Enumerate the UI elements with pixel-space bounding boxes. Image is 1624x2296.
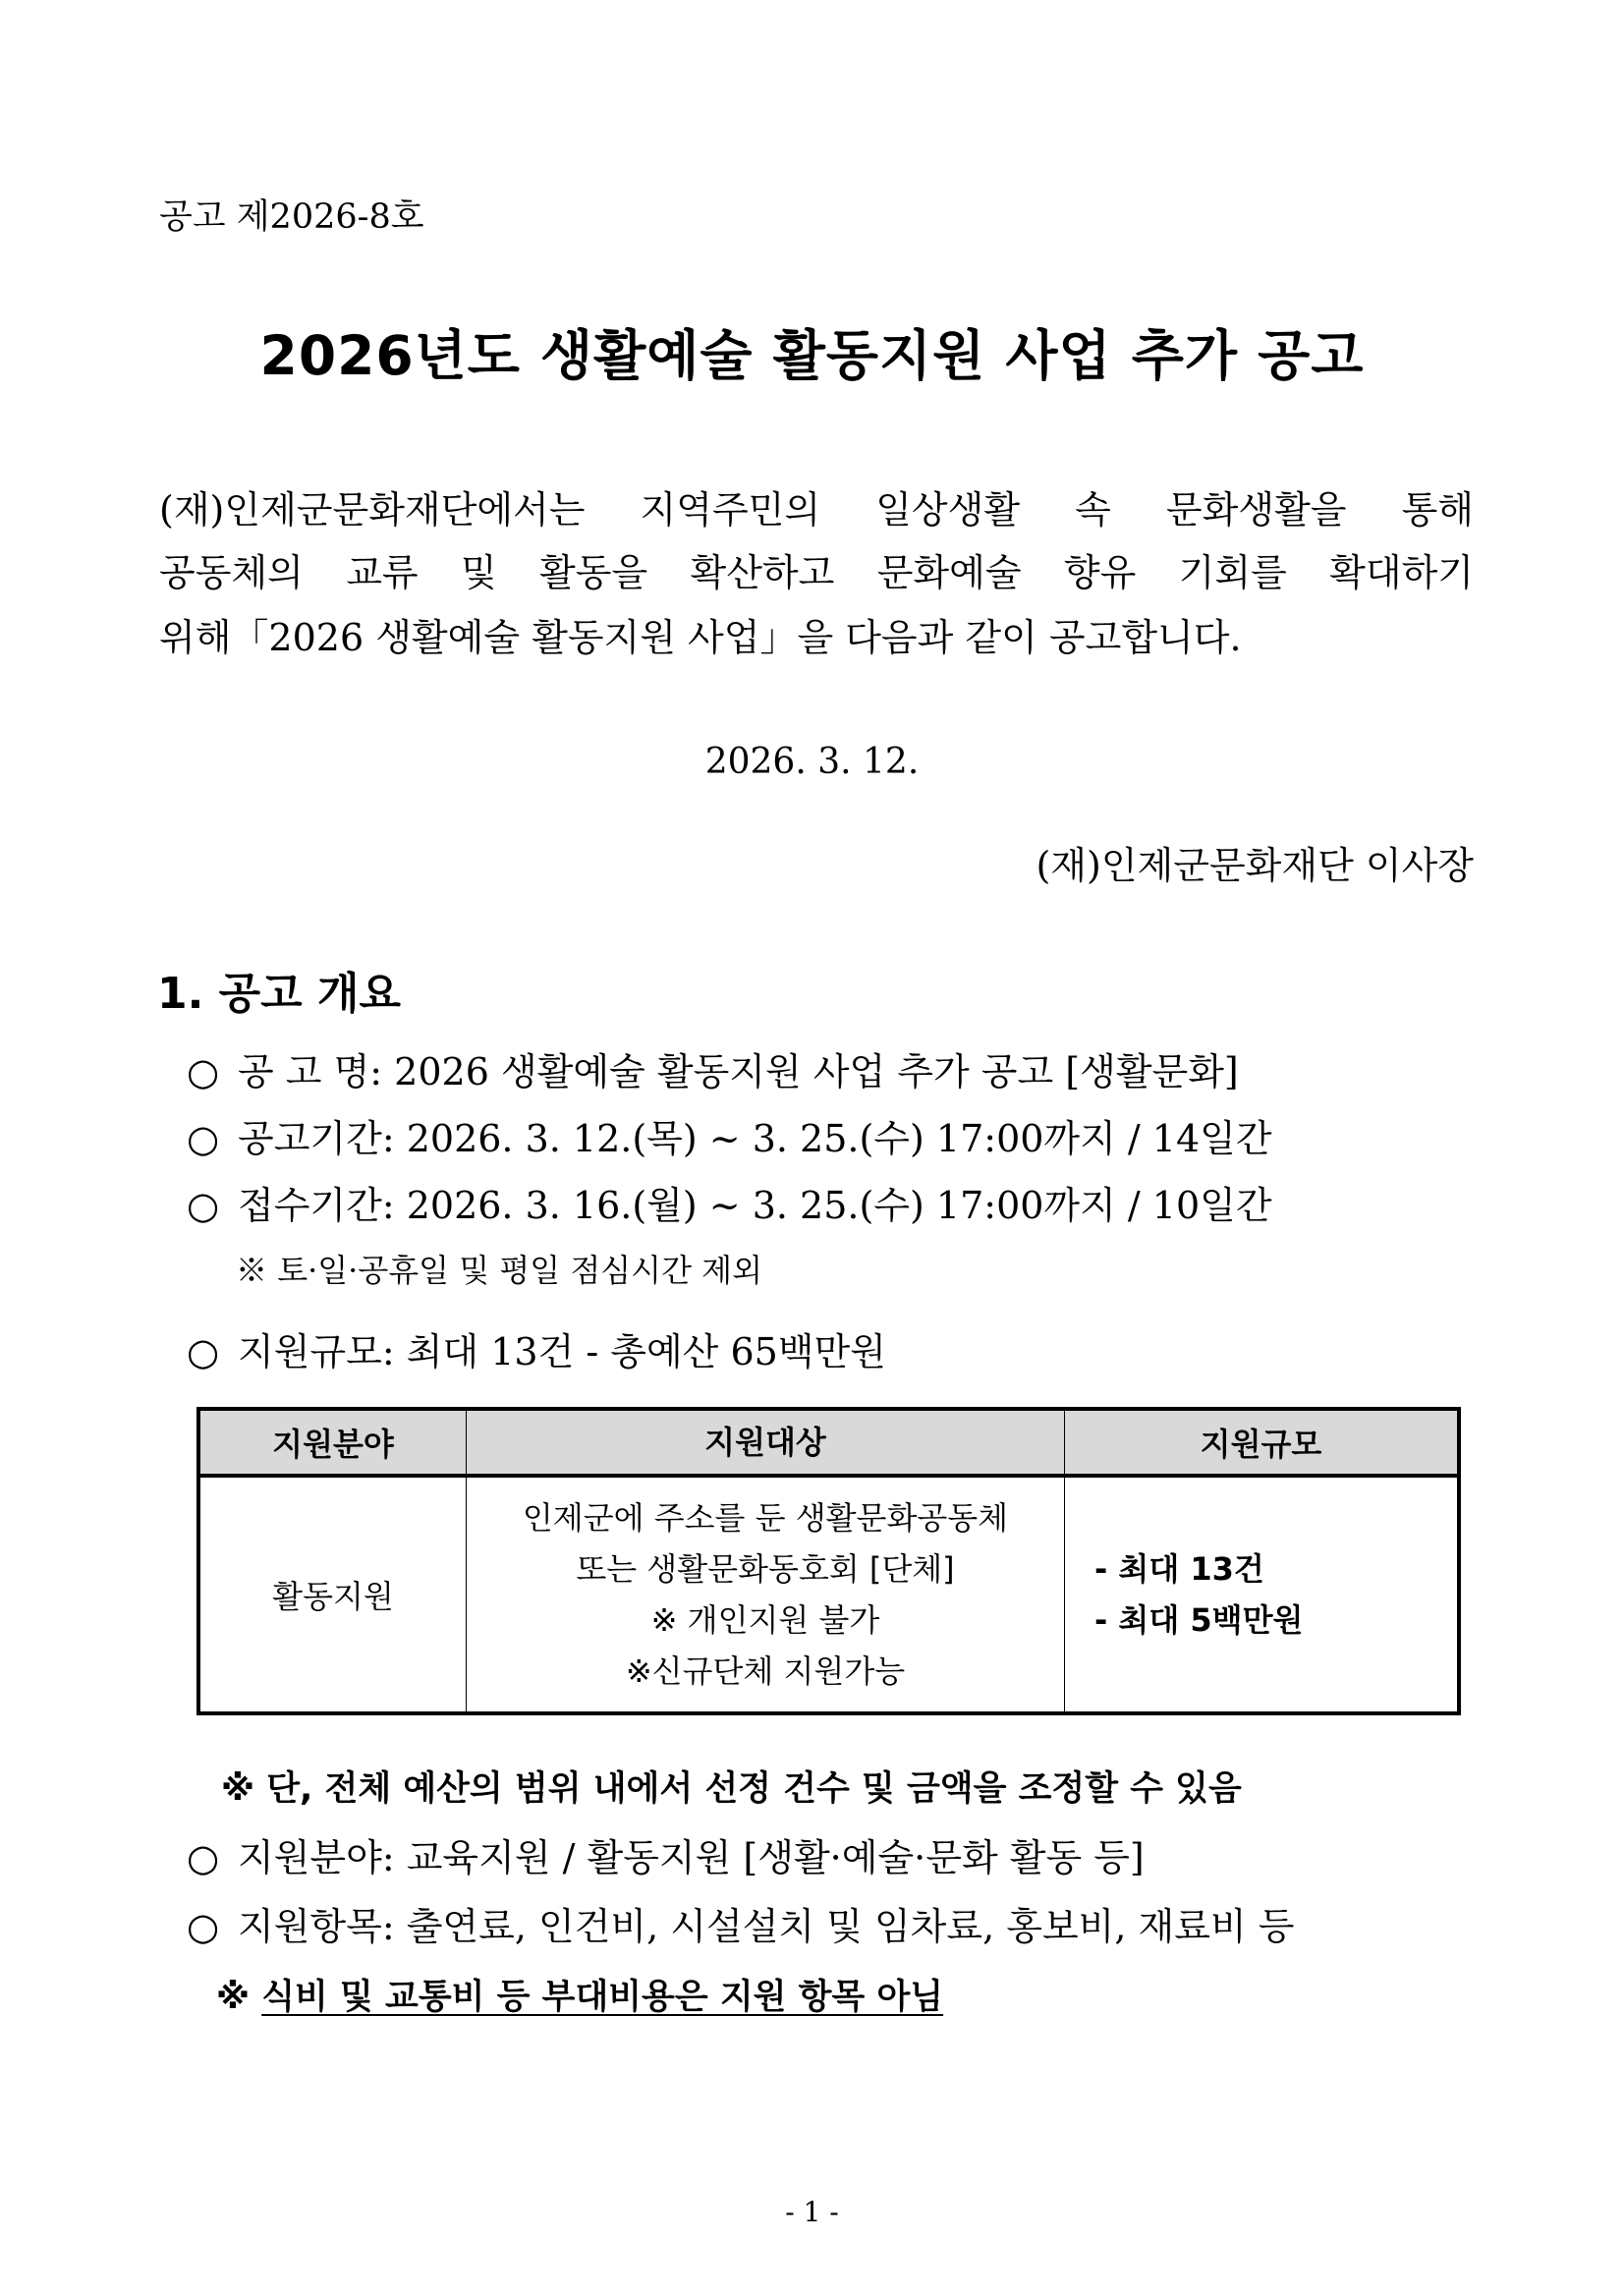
bullet-mark: ○ [187, 1836, 220, 1879]
table-header-scale: 지원규모 [1065, 1409, 1460, 1476]
note-mark: ※ [221, 1769, 255, 1809]
target-line: ※신규단체 지원가능 [625, 1652, 906, 1690]
table-cell-scale [1065, 1476, 1460, 1713]
support-field-text: 지원분야: 교육지원 / 활동지원 [생활·예술·문화 활동 등] [238, 1836, 1145, 1879]
bullet-mark: ○ [187, 1330, 220, 1373]
bullet-mark: ○ [187, 1905, 220, 1948]
receipt-period-text: 접수기간: 2026. 3. 16.(월) ~ 3. 25.(수) 17:00까지 / 10일간 [238, 1184, 1272, 1227]
table-row [198, 1476, 1459, 1713]
page-number: - 1 - [785, 2196, 839, 2228]
scale-line: - 최대 5백만원 [1094, 1601, 1304, 1639]
notice-date: 2026. 3. 12. [704, 742, 920, 782]
bullet-mark: ○ [187, 1184, 220, 1227]
bullet-mark: ○ [187, 1050, 220, 1093]
exclude-note-text: 토·일·공휴일 및 평일 점심시간 제외 [277, 1252, 762, 1289]
exempt-note [216, 1970, 943, 2019]
intro-line-2: 공동체의 교류 및 활동을 확산하고 문화예술 향유 기회를 확대하기 [159, 551, 1474, 594]
support-field-item [187, 1827, 1145, 1881]
issuer: (재)인제군문화재단 이사장 [1036, 844, 1474, 887]
support-items-item [187, 1896, 1294, 1950]
budget-note-text: 단, 전체 예산의 범위 내에서 선정 건수 및 금액을 조정할 수 있음 [266, 1769, 1242, 1809]
notice-period-text: 공고기간: 2026. 3. 12.(목) ~ 3. 25.(수) 17:00까지 / 14일간 [238, 1117, 1272, 1160]
table-cell-field: 활동지원 [198, 1476, 467, 1713]
note-mark: ※ [216, 1978, 251, 2017]
target-line: 인제군에 주소를 둔 생활문화공동체 [522, 1499, 1009, 1537]
document-title: 2026년도 생활예술 활동지원 사업 추가 공고 [259, 324, 1365, 387]
exclude-note [236, 1246, 762, 1291]
target-line: 또는 생활문화동호회 [단체] [576, 1550, 955, 1588]
scale-line: - 최대 13건 [1094, 1550, 1264, 1588]
support-items-text: 지원항목: 출연료, 인건비, 시설설치 및 임차료, 홍보비, 재료비 등 [238, 1905, 1295, 1948]
notice-period-item [187, 1108, 1272, 1162]
budget-note [221, 1762, 1242, 1811]
target-line: ※ 개인지원 불가 [650, 1601, 880, 1639]
support-scale-item [187, 1321, 886, 1375]
notice-number: 공고 제2026-8호 [159, 197, 424, 237]
exempt-note-text: 식비 및 교통비 등 부대비용은 지원 항목 아님 [261, 1978, 944, 2017]
support-scale-text: 지원규모: 최대 13건 - 총예산 65백만원 [238, 1330, 886, 1373]
receipt-period-item [187, 1175, 1272, 1229]
note-mark: ※ [236, 1252, 268, 1289]
section-title: 1. 공고 개요 [157, 969, 401, 1019]
table-header-target: 지원대상 [467, 1409, 1065, 1476]
bullet-mark: ○ [187, 1117, 220, 1160]
intro-line-3: 위해「2026 생활예술 활동지원 사업」을 다음과 같이 공고합니다. [159, 616, 1242, 659]
intro-line-1: (재)인제군문화재단에서는 지역주민의 일상생활 속 문화생활을 통해 [159, 488, 1474, 532]
table-header-field: 지원분야 [198, 1409, 467, 1476]
support-table [196, 1407, 1461, 1715]
notice-name-item [187, 1041, 1239, 1095]
table-cell-target [467, 1476, 1065, 1713]
notice-name-text: 공 고 명: 2026 생활예술 활동지원 사업 추가 공고 [생활문화] [238, 1050, 1239, 1093]
table-header-row [198, 1409, 1459, 1476]
